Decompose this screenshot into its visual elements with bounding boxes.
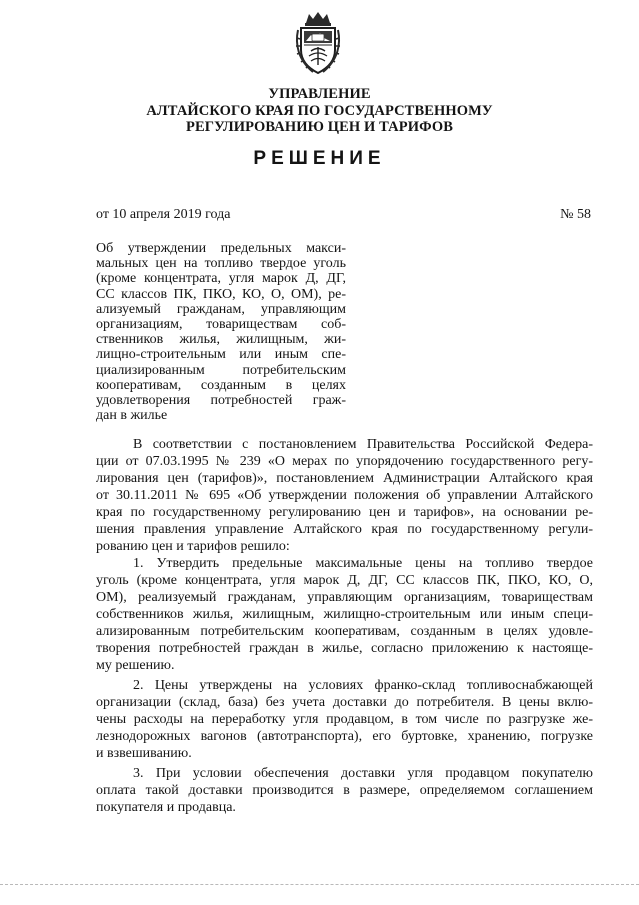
body-line: лирования цен (тарифов)», постановлением Администрации Алтайского края (96, 471, 593, 486)
body-line: шения правления управление Алтайского края по государственному регули- (96, 522, 593, 537)
body-line: 1. Утвердить предельные максимальные цены на топливо твердое (133, 556, 593, 571)
org-line: АЛТАЙСКОГО КРАЯ ПО ГОСУДАРСТВЕННОМУ (146, 102, 493, 119)
subject-line: удовлетворения потребностей граж- (96, 392, 346, 408)
org-line: УПРАВЛЕНИЕ (268, 86, 371, 102)
body-line: творения потребностей граждан в жилье, согласно приложению к настояще- (96, 641, 593, 656)
organization-name (0, 86, 639, 136)
subject-line: ственников жилья, жилищным, жи- (96, 332, 346, 348)
document-date: от 10 апреля 2019 года (96, 207, 231, 222)
body-line: оплата такой доставки производится в размере, определяемом соглашением (96, 783, 593, 798)
subject-line: ализуемый гражданам, управляющим (96, 301, 346, 317)
body-line: В соответствии с постановлением Правительства Российской Федера- (133, 437, 593, 452)
subject-line: СС классов ПК, ПКО, КО, О, ОМ), ре- (96, 286, 346, 302)
subject-line: Об утверждении предельных макси- (96, 241, 346, 256)
subject-line: дан в жилье (96, 408, 168, 424)
subject-line: кооперативам, созданным в целях (96, 377, 346, 393)
paragraph-preamble (96, 436, 593, 555)
emblem-graphic (293, 10, 343, 76)
document-number: № 58 (560, 207, 591, 222)
body-line: собственников жилья, жилищным, жилищно-строительным или иным специ- (96, 607, 593, 622)
body-line: ции от 07.03.1995 № 239 «О мерах по упорядочению государственного регу- (96, 454, 593, 469)
body-line: и взвешиванию. (96, 746, 192, 761)
page-bottom-divider (0, 884, 639, 885)
document-type-title: РЕШЕНИЕ (253, 148, 386, 169)
body-line: лезнодорожных вагонов (автотранспорта), его буртовке, хранению, погрузке (96, 729, 593, 744)
body-line: уголь (кроме концентрата, угля марок Д, ДГ, СС классов ПК, ПКО, КО, О, (96, 573, 593, 588)
document-subject (96, 241, 346, 423)
paragraph-item-1 (96, 555, 593, 674)
body-line: от 30.11.2011 № 695 «Об утверждении положения об управлении Алтайского (96, 488, 593, 503)
body-line: организации (склад, база) без учета доставки до потребителя. В цены вклю- (96, 695, 593, 710)
body-line: рованию цен и тарифов решило: (96, 539, 290, 554)
body-line: ализированным потребительским кооперативам, созданным в целях удовле- (96, 624, 593, 639)
org-line: РЕГУЛИРОВАНИЮ ЦЕН И ТАРИФОВ (186, 119, 453, 135)
document-body (96, 436, 593, 816)
paragraph-item-2 (96, 677, 593, 762)
body-line: 3. При условии обеспечения доставки угля продавцом покупателю (133, 766, 593, 781)
subject-line: мальных цен на топливо твердое уголь (96, 256, 346, 272)
body-line: покупателя и продавца. (96, 800, 236, 815)
paragraph-item-3 (96, 765, 593, 816)
subject-line: лищно-строительным или иным спе- (96, 347, 346, 363)
body-line: чены расходы на переработку угля продавцом, в том числе по разгрузке же- (96, 712, 593, 727)
body-line: му решению. (96, 658, 175, 673)
subject-line: (кроме концентрата, угля марок Д, ДГ, (96, 271, 346, 287)
subject-line: организациям, товариществам соб- (96, 316, 346, 332)
body-line: 2. Цены утверждены на условиях франко-склад топливоснабжающей (133, 678, 593, 693)
body-line: края по государственному регулированию цен и тарифов», на основании ре- (96, 505, 593, 520)
subject-line: циализированным потребительским (96, 362, 346, 378)
body-line: ОМ), реализуемый гражданам, управляющим организациям, товариществам (96, 590, 593, 605)
coat-of-arms-icon (293, 10, 343, 76)
